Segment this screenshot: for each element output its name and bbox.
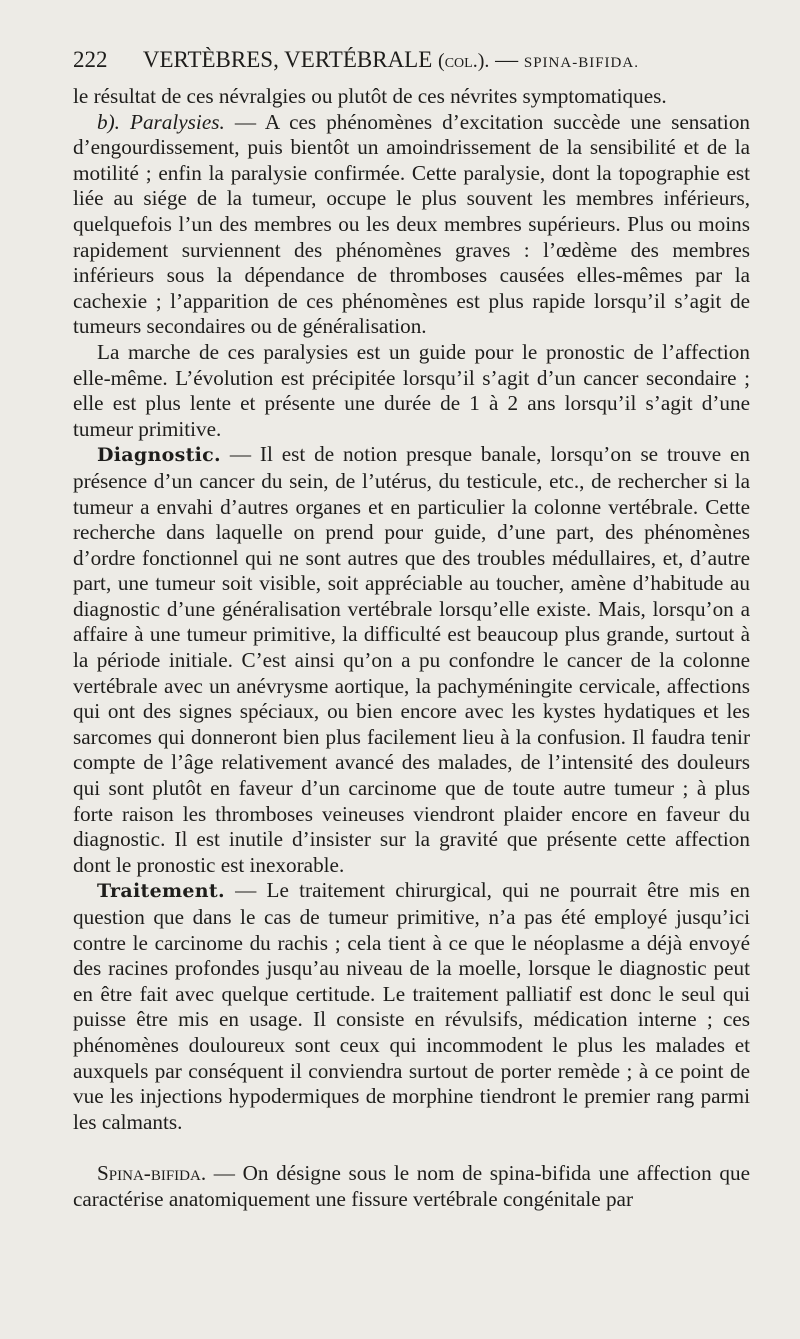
- paragraph-text: — On désigne sous le nom de spina-bifida une affection que caractérise anatomiquement une fissure vertébrale congénitale par: [73, 1161, 750, 1211]
- paragraph-text: — Il est de notion presque banale, lorsqu’on se trouve en présence d’un cancer du sein, de l’utérus, du testicule, etc., de rechercher si la tumeur a envahi d’autres organes et en particulier la colonne vertébrale. Cette recherche dans laquelle on prend pour guide, d’une part, des phénomènes d’ordre fonctionnel qui ne sont autres que des troubles médullaires, et, d’autre part, une tumeur soit visible, soit appréciable au toucher, amène d’habitude au diagnostic d’une généralisation vertébrale lorsqu’elle existe. Mais, lorsqu’on a affaire à une tumeur primitive, la difficulté est beaucoup plus grande, surtout à la période initiale. C’est ainsi qu’on a pu confondre le cancer de la colonne vertébrale avec un anévrysme aortique, la pachyméningite cervicale, affections qui ont des signes spéciaux, ou bien encore avec les kystes hydatiques et les sarcomes qui donneront bien plus facilement lieu à la confusion. Il faudra tenir compte de l’âge relativement avancé des malades, de l’intensité des douleurs qui sont plutôt en faveur d’un carcinome que de toute autre tumeur ; à plus forte raison les thromboses veineuses viendront plaider encore en faveur du diagnostic. Il est inutile d’insister sur la gravité que présente cette affection dont le pronostic est inexorable.: [73, 442, 750, 877]
- subsection-label: b).: [97, 109, 120, 134]
- paragraph-diagnostic: [73, 442, 750, 878]
- paragraph-text: — A ces phénomènes d’excitation succède une sensation d’engourdissement, puis bientôt un amoindrissement de la sensibilité et de la motilité ; enfin la paralysie confirmée. Cette paralysie, dont la topographie est liée au siége de la tumeur, occupe le plus souvent les membres inférieurs, quelquefois l’un des membres ou les deux membres supérieurs. Plus ou moins rapidement surviennent des phénomènes graves : l’œdème des membres inférieurs sous la dépendance de thromboses causées elles-mêmes par la cachexie ; l’apparition de ces phénomènes est plus rapide lorsqu’il s’agit de tumeurs secondaires ou de généralisation.: [73, 109, 751, 339]
- paragraph-text: — Le traitement chirurgical, qui ne pourrait être mis en question que dans le cas de tumeur primitive, n’a pas été employé jusqu’ici contre le carcinome du rachis ; cela tient à ce que le néoplasme a déjà envoyé des racines profondes jusqu’au niveau de la moelle, lorsque le diagnostic peut en être fait avec quelque certitude. Le traitement palliatif est donc le seul qui puisse être mis en usage. Il consiste en révulsifs, médication interne ; ces phénomènes douloureux sont ceux qui incommodent le plus les malades et auxquels par conséquent il conviendra surtout de porter remède ; à ce point de vue les injections hypodermiques de morphine tiendront le premier rang parmi les calmants.: [73, 878, 750, 1134]
- section-heading-traitement: Traitement.: [97, 880, 225, 903]
- paragraph-paralysies: [73, 110, 750, 340]
- running-header: [73, 46, 753, 77]
- header-title-col: (col.).: [438, 50, 490, 72]
- paragraph-marche: [73, 340, 750, 442]
- header-dash: —: [495, 47, 519, 72]
- paragraph-text: La marche de ces paralysies est un guide pour le pronostic de l’affection elle-même. L’évolution est précipitée lorsqu’il s’agit d’un cancer secondaire ; elle est plus lente et présente une durée de 1 à 2 ans lorsqu’il s’agit d’une tumeur primitive.: [73, 339, 750, 441]
- paragraph-traitement: [73, 878, 750, 1135]
- subsection-title: Paralysies.: [130, 109, 225, 134]
- paragraph-spina-bifida: [73, 1161, 750, 1212]
- header-section: SPINA-BIFIDA.: [523, 55, 639, 71]
- body-text: [73, 84, 750, 1213]
- paragraph: [73, 84, 750, 110]
- page-number: 222: [73, 47, 108, 72]
- section-heading-diagnostic: Diagnostic.: [97, 444, 221, 467]
- paragraph-text: le résultat de ces névralgies ou plutôt de ces névrites symptomatiques.: [73, 84, 667, 108]
- entry-heading-spina-bifida: Spina-bifida.: [97, 1161, 207, 1186]
- header-title: VERTÈBRES, VERTÉBRALE: [142, 47, 433, 72]
